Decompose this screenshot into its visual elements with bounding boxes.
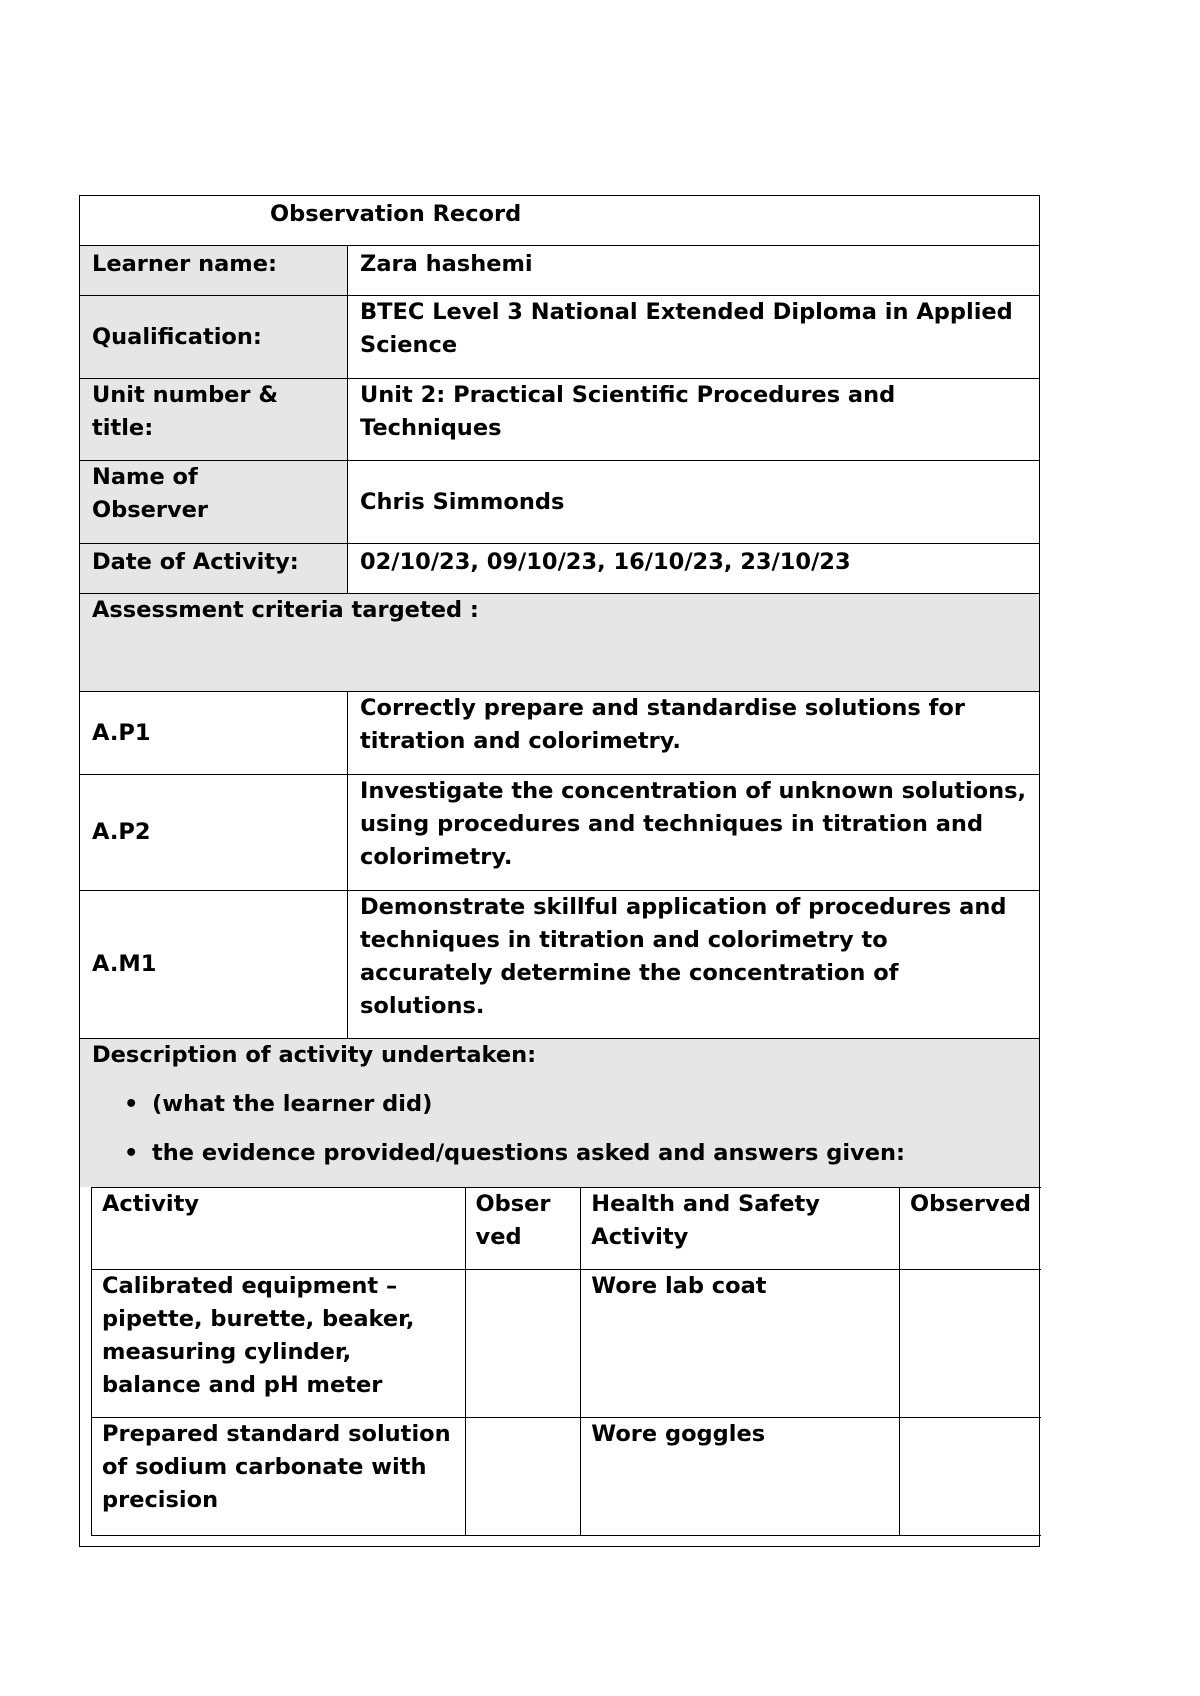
field-value [348, 461, 1039, 543]
hs-observed-cell[interactable] [899, 1270, 1041, 1418]
field-label-text: Qualification: [92, 323, 262, 350]
field-value: Zara hashemi [360, 251, 533, 277]
title-row [79, 195, 1040, 245]
field-row-unit [79, 378, 1040, 460]
observed-cell[interactable] [465, 1270, 581, 1418]
description-heading: Description of activity undertaken: [92, 1042, 537, 1068]
field-value: BTEC Level 3 National Extended Diploma in Applied Science [360, 299, 1013, 358]
activity-cell: Prepared standard solution of sodium carbonate with precision [92, 1418, 466, 1536]
field-label: Date of Activity: [80, 544, 348, 593]
hs-activity-cell: Wore goggles [581, 1418, 900, 1536]
activity-table [91, 1187, 1041, 1536]
criteria-text: Correctly prepare and standardise solutions for titration and colorimetry. [360, 695, 965, 754]
hs-activity-cell: Wore lab coat [581, 1270, 900, 1418]
criteria-code [80, 775, 348, 890]
field-value-text: Chris Simmonds [360, 488, 565, 515]
activity-cell: Calibrated equipment – pipette, burette, beaker, measuring cylinder, balance and pH meter [92, 1270, 466, 1418]
field-label: Name of Observer [80, 461, 260, 543]
description-bullets [80, 1088, 1039, 1170]
criteria-code-text: A.P2 [92, 819, 151, 845]
header-activity: Activity [92, 1188, 466, 1270]
field-row-observer [79, 460, 1040, 543]
field-row-date [79, 543, 1040, 593]
header-health-safety: Health and Safety Activity [581, 1188, 900, 1270]
description-row [79, 1038, 1040, 1187]
hs-observed-cell[interactable] [899, 1418, 1041, 1536]
criteria-text: Investigate the concentration of unknown solutions, using procedures and techniques in titration and colorimetry. [360, 778, 1027, 870]
criteria-code-text: A.P1 [92, 719, 151, 746]
criteria-row [79, 774, 1040, 890]
page-title: Observation Record [270, 201, 522, 227]
bullet-item: • the evidence provided/questions asked and answers given: [80, 1137, 1039, 1170]
table-header-row [92, 1188, 1042, 1270]
header-observed: Obser ved [465, 1188, 581, 1270]
field-row-learner-name [79, 245, 1040, 295]
criteria-heading: Assessment criteria targeted : [92, 597, 479, 623]
criteria-row [79, 890, 1040, 1038]
field-label [80, 296, 348, 378]
observed-cell[interactable] [465, 1418, 581, 1536]
field-row-qualification [79, 295, 1040, 378]
field-value: 02/10/23, 09/10/23, 16/10/23, 23/10/23 [360, 549, 851, 575]
bullet-item: • (what the learner did) [80, 1088, 1039, 1121]
table-row [92, 1418, 1042, 1536]
table-row [92, 1270, 1042, 1418]
criteria-code-text: A.M1 [92, 951, 157, 977]
header-observed-hs: Observed [899, 1188, 1041, 1270]
field-label: Unit number & title: [80, 379, 348, 460]
criteria-code [80, 891, 348, 1038]
field-value: Unit 2: Practical Scientific Procedures and Techniques [360, 382, 896, 441]
criteria-heading-row [79, 593, 1040, 691]
criteria-row [79, 691, 1040, 774]
field-label: Learner name: [80, 246, 348, 295]
criteria-code [80, 692, 348, 774]
criteria-text: Demonstrate skillful application of procedures and techniques in titration and colorimetry to accurately determine the concentration of solutions. [360, 894, 1007, 1019]
